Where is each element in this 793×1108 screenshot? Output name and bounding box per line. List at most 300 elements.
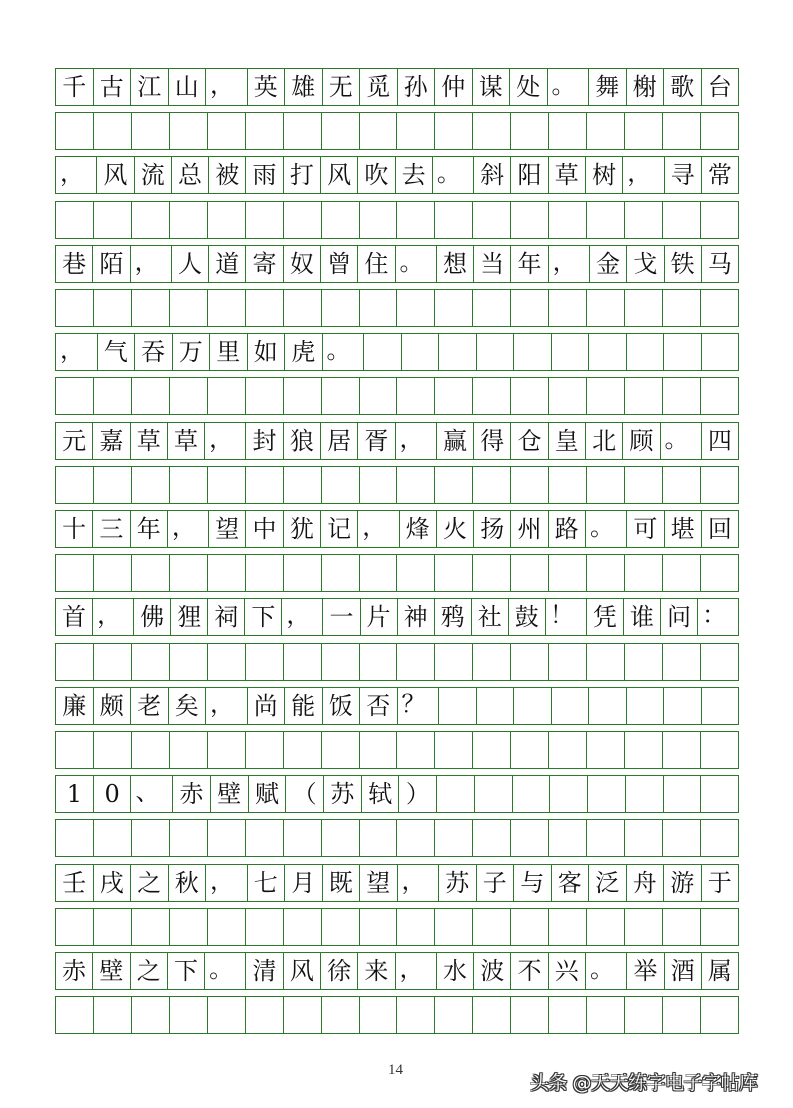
character-cell: 壁 (211, 776, 249, 812)
text-row (55, 333, 739, 371)
empty-cell (477, 688, 515, 724)
text-row (55, 687, 739, 725)
character-cell: 树 (586, 157, 623, 193)
empty-cell (511, 997, 549, 1033)
character-cell: 老 (131, 688, 169, 724)
empty-cell (625, 378, 663, 414)
character-cell: 觅 (360, 69, 398, 105)
character-cell: 巷 (56, 246, 93, 282)
empty-cell (549, 997, 587, 1033)
character-cell: 台 (707, 73, 732, 101)
empty-cell (322, 378, 360, 414)
empty-cell (322, 202, 360, 238)
empty-cell (208, 909, 246, 945)
empty-cell (626, 776, 664, 812)
character-cell: ， (396, 423, 437, 459)
empty-cell (132, 820, 170, 856)
empty-cell (94, 378, 132, 414)
empty-cell (473, 467, 511, 503)
empty-cell (322, 732, 360, 768)
empty-cell (511, 909, 549, 945)
empty-cell (170, 909, 208, 945)
empty-cell (435, 909, 473, 945)
empty-cell (435, 732, 473, 768)
empty-cell (663, 909, 701, 945)
empty-cell (435, 467, 473, 503)
character-cell: 首 (56, 599, 93, 635)
character-cell: 北 (586, 423, 623, 459)
empty-cell (94, 113, 132, 149)
empty-cell (246, 909, 284, 945)
empty-cell (132, 997, 170, 1033)
empty-cell (587, 732, 625, 768)
empty-cell (397, 555, 435, 591)
empty-cell (473, 820, 511, 856)
character-cell: 于 (707, 868, 732, 897)
character-cell: 年 (511, 246, 548, 282)
empty-cell (663, 997, 701, 1033)
character-cell: 山 (169, 69, 207, 105)
empty-cell (360, 644, 398, 680)
character-cell: 常 (707, 161, 732, 190)
empty-cell (322, 113, 360, 149)
empty-cell (664, 776, 702, 812)
text-row (55, 68, 739, 106)
empty-cell (625, 555, 663, 591)
empty-cell (56, 909, 94, 945)
character-cell: 十 (56, 511, 93, 547)
empty-cell (94, 820, 132, 856)
character-cell: 去 (396, 157, 433, 193)
empty-cell (439, 334, 477, 370)
empty-cell (246, 555, 284, 591)
empty-cell (473, 202, 511, 238)
empty-cell (170, 290, 208, 326)
empty-cell (397, 113, 435, 149)
empty-cell (170, 820, 208, 856)
character-cell: 狼 (284, 423, 321, 459)
character-cell: 铁 (665, 246, 702, 282)
character-cell: 赤 (56, 953, 93, 989)
character-cell: 犹 (284, 511, 321, 547)
empty-cell (284, 909, 322, 945)
character-cell: ， (168, 511, 209, 547)
character-cell: 草 (549, 157, 586, 193)
empty-cell (587, 378, 625, 414)
empty-cell (511, 378, 549, 414)
empty-cell (284, 113, 322, 149)
empty-cell (246, 732, 284, 768)
blank-practice-row (55, 466, 739, 504)
empty-cell (701, 202, 738, 238)
empty-cell (701, 997, 738, 1033)
character-cell: 嘉 (93, 423, 130, 459)
character-cell: 如 (248, 334, 286, 370)
character-cell: 吹 (358, 157, 395, 193)
empty-cell (360, 113, 398, 149)
text-row (55, 156, 739, 194)
character-cell: 总 (172, 157, 209, 193)
character-cell: 当 (474, 246, 511, 282)
character-cell: 风 (284, 953, 321, 989)
empty-cell (549, 732, 587, 768)
character-cell: 轼 (362, 776, 400, 812)
empty-cell (132, 113, 170, 149)
character-cell: 孙 (398, 69, 436, 105)
empty-cell (625, 909, 663, 945)
empty-cell (132, 909, 170, 945)
empty-cell (437, 776, 475, 812)
character-cell: 祠 (208, 599, 245, 635)
character-cell: 万 (173, 334, 211, 370)
empty-cell (246, 113, 284, 149)
empty-cell (246, 378, 284, 414)
empty-cell (170, 732, 208, 768)
empty-cell (435, 378, 473, 414)
empty-cell (132, 644, 170, 680)
character-cell: 金 (590, 246, 627, 282)
blank-practice-row (55, 377, 739, 415)
character-cell: 社 (472, 599, 509, 635)
empty-cell (549, 467, 587, 503)
character-cell: 游 (664, 865, 702, 901)
empty-cell (322, 820, 360, 856)
empty-cell (550, 776, 588, 812)
character-cell: 州 (511, 511, 548, 547)
empty-cell (284, 732, 322, 768)
character-cell: 谁 (624, 599, 661, 635)
empty-cell (701, 776, 738, 812)
empty-cell (170, 202, 208, 238)
character-cell: 矣 (169, 688, 207, 724)
empty-cell (246, 467, 284, 503)
character-cell: 阳 (511, 157, 548, 193)
empty-cell (663, 113, 701, 149)
character-cell: 胥 (358, 423, 395, 459)
empty-cell (627, 334, 665, 370)
empty-cell (397, 644, 435, 680)
empty-cell (132, 467, 170, 503)
empty-cell (360, 378, 398, 414)
character-cell: 气 (98, 334, 136, 370)
empty-cell (511, 290, 549, 326)
character-cell: 之 (131, 865, 169, 901)
character-cell: ， (131, 246, 172, 282)
blank-practice-row (55, 908, 739, 946)
character-cell: 。 (433, 157, 474, 193)
character-cell: 望 (209, 511, 246, 547)
empty-cell (284, 820, 322, 856)
character-cell: 。 (661, 423, 702, 459)
character-cell: 草 (131, 423, 168, 459)
character-cell: 回 (707, 515, 732, 543)
character-cell: 四 (707, 426, 732, 455)
character-cell: 水 (437, 953, 474, 989)
character-cell: 尚 (248, 688, 286, 724)
character-cell: 堪 (665, 511, 702, 547)
empty-cell (511, 202, 549, 238)
empty-cell (322, 997, 360, 1033)
character-cell: 苏 (324, 776, 362, 812)
character-cell: ， (206, 865, 248, 901)
character-cell: 道 (209, 246, 246, 282)
empty-cell (664, 334, 702, 370)
empty-cell (511, 644, 549, 680)
empty-cell (587, 997, 625, 1033)
empty-cell (246, 202, 284, 238)
empty-cell (360, 555, 398, 591)
empty-cell (208, 997, 246, 1033)
character-cell: 风 (97, 157, 134, 193)
empty-cell (587, 290, 625, 326)
empty-cell (473, 732, 511, 768)
character-cell: 。 (205, 953, 246, 989)
character-cell: 处 (510, 69, 548, 105)
empty-cell (625, 202, 663, 238)
empty-cell (397, 909, 435, 945)
empty-cell (439, 688, 477, 724)
character-cell: 戈 (627, 246, 664, 282)
character-cell: 佛 (134, 599, 171, 635)
character-cell: 壬 (56, 865, 94, 901)
character-cell: 神 (398, 599, 435, 635)
empty-cell (625, 997, 663, 1033)
empty-cell (701, 909, 738, 945)
character-cell: 歌 (664, 69, 702, 105)
character-cell: ， (93, 599, 134, 635)
empty-cell (208, 555, 246, 591)
empty-cell (397, 997, 435, 1033)
empty-cell (397, 378, 435, 414)
character-cell: 可 (627, 511, 664, 547)
character-cell: 望 (360, 865, 398, 901)
empty-cell (360, 467, 398, 503)
blank-practice-row (55, 731, 739, 769)
character-cell: 秋 (169, 865, 207, 901)
empty-cell (473, 555, 511, 591)
empty-cell (511, 467, 549, 503)
character-cell: 泛 (589, 865, 627, 901)
character-cell: 千 (56, 69, 94, 105)
empty-cell (625, 732, 663, 768)
empty-cell (475, 776, 513, 812)
empty-cell (473, 909, 511, 945)
empty-cell (170, 113, 208, 149)
character-cell: 寄 (246, 246, 283, 282)
character-cell: 烽 (400, 511, 437, 547)
empty-cell (625, 290, 663, 326)
empty-cell (132, 290, 170, 326)
empty-cell (56, 290, 94, 326)
empty-cell (511, 113, 549, 149)
character-cell: 。 (586, 511, 627, 547)
empty-cell (397, 467, 435, 503)
empty-cell (284, 555, 322, 591)
character-cell: 江 (131, 69, 169, 105)
empty-cell (246, 997, 284, 1033)
character-cell: ， (206, 69, 248, 105)
empty-cell (56, 820, 94, 856)
empty-cell (625, 820, 663, 856)
empty-cell (511, 820, 549, 856)
character-cell: 流 (135, 157, 172, 193)
character-cell: 1 (56, 776, 94, 812)
empty-cell (589, 688, 627, 724)
empty-cell (663, 732, 701, 768)
character-cell: 饭 (323, 688, 361, 724)
empty-cell (322, 555, 360, 591)
empty-cell (284, 290, 322, 326)
empty-cell (208, 378, 246, 414)
empty-cell (663, 378, 701, 414)
empty-cell (208, 467, 246, 503)
empty-cell (94, 555, 132, 591)
empty-cell (56, 113, 94, 149)
character-cell: 客 (552, 865, 590, 901)
blank-practice-row (55, 819, 739, 857)
empty-cell (284, 644, 322, 680)
character-cell: 舞 (589, 69, 627, 105)
character-cell: 得 (474, 423, 511, 459)
character-cell: 狸 (171, 599, 208, 635)
empty-cell (513, 776, 551, 812)
character-cell: 下 (168, 953, 205, 989)
character-cell: 路 (549, 511, 586, 547)
empty-cell (360, 290, 398, 326)
empty-cell (322, 909, 360, 945)
empty-cell (170, 644, 208, 680)
character-cell: 虎 (285, 334, 323, 370)
empty-cell (625, 467, 663, 503)
watermark: 头条 @天天练字电子字帖库 (530, 1072, 758, 1094)
empty-cell (702, 688, 739, 724)
empty-cell (588, 776, 626, 812)
character-cell: 封 (246, 423, 283, 459)
character-cell: 住 (358, 246, 395, 282)
character-cell: 仓 (511, 423, 548, 459)
empty-cell (132, 378, 170, 414)
empty-cell (246, 644, 284, 680)
empty-cell (208, 290, 246, 326)
empty-cell (477, 334, 515, 370)
character-cell: 不 (511, 953, 548, 989)
empty-cell (360, 732, 398, 768)
empty-cell (132, 202, 170, 238)
character-cell: 波 (474, 953, 511, 989)
character-cell: 斜 (474, 157, 511, 193)
empty-cell (435, 644, 473, 680)
character-cell: ， (56, 157, 97, 193)
empty-cell (587, 555, 625, 591)
empty-cell (360, 997, 398, 1033)
blank-practice-row (55, 112, 739, 150)
empty-cell (170, 467, 208, 503)
empty-cell (435, 202, 473, 238)
empty-cell (435, 113, 473, 149)
empty-cell (402, 334, 440, 370)
empty-cell (663, 290, 701, 326)
character-cell: 皇 (549, 423, 586, 459)
empty-cell (663, 467, 701, 503)
character-cell: 元 (56, 423, 93, 459)
character-cell: ？ (398, 688, 440, 724)
character-cell: 子 (477, 865, 515, 901)
character-cell: 属 (707, 957, 732, 985)
text-row (55, 598, 739, 636)
character-cell: 雄 (285, 69, 323, 105)
character-cell: 既 (323, 865, 361, 901)
empty-cell (511, 555, 549, 591)
empty-cell (701, 290, 738, 326)
character-cell: 古 (94, 69, 132, 105)
empty-cell (587, 909, 625, 945)
empty-cell (284, 997, 322, 1033)
character-cell: 之 (131, 953, 168, 989)
empty-cell (94, 202, 132, 238)
character-cell: 寻 (665, 157, 702, 193)
character-cell: 兴 (549, 953, 586, 989)
empty-cell (627, 688, 665, 724)
empty-cell (94, 909, 132, 945)
character-cell: （ (286, 776, 324, 812)
character-cell: 来 (358, 953, 395, 989)
text-row (55, 510, 739, 548)
character-cell: ） (399, 776, 437, 812)
empty-cell (322, 467, 360, 503)
empty-cell (56, 555, 94, 591)
character-cell: 清 (246, 953, 283, 989)
character-cell: 七 (248, 865, 286, 901)
empty-cell (664, 688, 702, 724)
empty-cell (364, 334, 402, 370)
character-cell: 扬 (474, 511, 511, 547)
empty-cell (663, 555, 701, 591)
empty-cell (514, 688, 552, 724)
empty-cell (94, 997, 132, 1033)
character-cell: 一 (323, 599, 360, 635)
empty-cell (701, 555, 738, 591)
empty-cell (56, 202, 94, 238)
empty-cell (663, 202, 701, 238)
character-cell: 戌 (94, 865, 132, 901)
empty-cell (94, 290, 132, 326)
empty-cell (435, 290, 473, 326)
empty-cell (360, 820, 398, 856)
empty-cell (360, 909, 398, 945)
character-cell: 鸦 (435, 599, 472, 635)
empty-cell (549, 820, 587, 856)
character-cell: 赤 (173, 776, 211, 812)
character-cell: 。 (586, 953, 627, 989)
text-row (55, 864, 739, 902)
character-cell: 草 (168, 423, 205, 459)
empty-cell (549, 113, 587, 149)
character-cell: 记 (321, 511, 358, 547)
empty-cell (587, 820, 625, 856)
empty-cell (473, 113, 511, 149)
page-number: 14 (388, 1062, 403, 1078)
character-cell: 。 (396, 246, 437, 282)
empty-cell (701, 732, 738, 768)
character-cell: ： (702, 601, 727, 630)
empty-cell (94, 467, 132, 503)
blank-practice-row (55, 996, 739, 1034)
empty-cell (170, 555, 208, 591)
empty-cell (435, 555, 473, 591)
empty-cell (208, 644, 246, 680)
empty-cell (589, 334, 627, 370)
empty-cell (473, 997, 511, 1033)
